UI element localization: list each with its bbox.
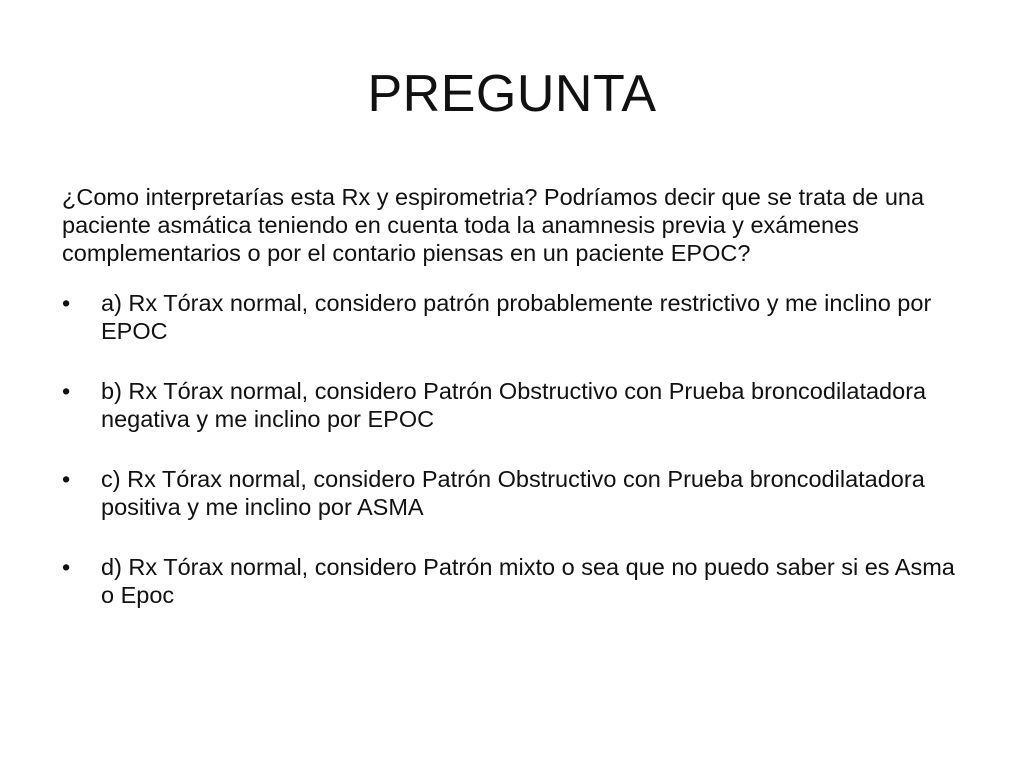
options-list bbox=[62, 289, 972, 609]
option-b bbox=[62, 377, 972, 433]
option-text: b) Rx Tórax normal, considero Patrón Obstructivo con Prueba broncodilatadora negativa y me inclino por EPOC bbox=[101, 378, 927, 432]
option-text: c) Rx Tórax normal, considero Patrón Obstructivo con Prueba broncodilatadora positiva y me inclino por ASMA bbox=[101, 466, 925, 520]
slide-content bbox=[62, 183, 972, 641]
bullet-icon: • bbox=[62, 290, 71, 316]
bullet-icon: • bbox=[62, 466, 71, 492]
option-a bbox=[62, 289, 972, 345]
option-text: a) Rx Tórax normal, considero patrón probablemente restrictivo y me inclino por EPOC bbox=[101, 290, 932, 344]
bullet-icon: • bbox=[62, 554, 71, 580]
slide-title: PREGUNTA bbox=[367, 65, 657, 123]
option-text: d) Rx Tórax normal, considero Patrón mixto o sea que no puedo saber si es Asma o Epoc bbox=[101, 554, 955, 608]
question-text: ¿Como interpretarías esta Rx y espirometria? Podríamos decir que se trata de una paciente asmática teniendo en cuenta toda la anamnesis previa y exámenes complementarios o por el contario piensas en un paciente EPOC? bbox=[62, 184, 925, 266]
option-c bbox=[62, 465, 972, 521]
option-d bbox=[62, 553, 972, 609]
bullet-icon: • bbox=[62, 378, 71, 404]
